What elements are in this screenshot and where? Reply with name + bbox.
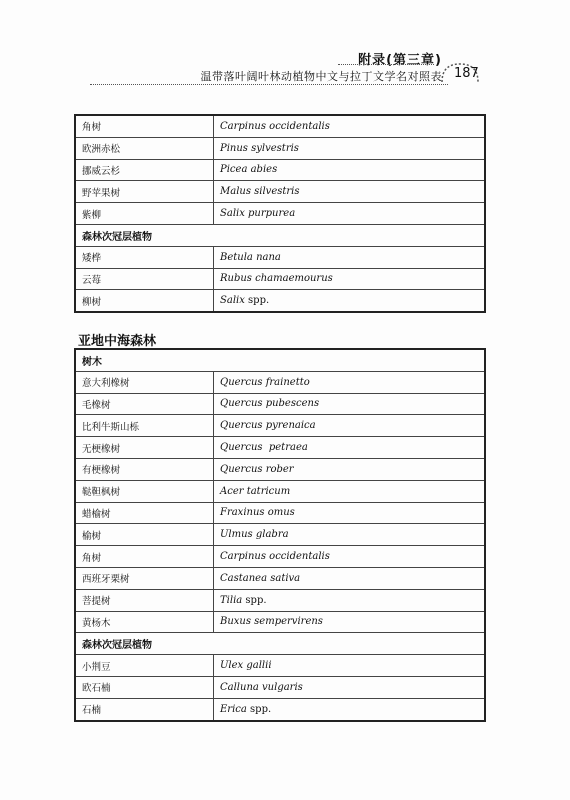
table-subsection-row bbox=[75, 633, 485, 655]
chinese-name: 比利牛斯山栎 bbox=[75, 415, 214, 437]
latin-name: Ulmus glabra bbox=[214, 524, 486, 546]
table-subsection-row bbox=[75, 349, 485, 371]
chinese-name: 无梗橡树 bbox=[75, 437, 214, 459]
table-row bbox=[75, 181, 485, 203]
table-row bbox=[75, 611, 485, 633]
latin-name: Pinus sylvestris bbox=[214, 137, 486, 159]
table-row bbox=[75, 567, 485, 589]
latin-name bbox=[214, 589, 486, 611]
chinese-name: 云莓 bbox=[75, 268, 214, 290]
table-row bbox=[75, 655, 485, 677]
table-row bbox=[75, 246, 485, 268]
latin-name: Picea abies bbox=[214, 159, 486, 181]
latin-name: Quercus petraea bbox=[214, 437, 486, 459]
latin-name bbox=[214, 290, 486, 312]
chinese-name: 角树 bbox=[75, 115, 214, 137]
latin-name: Carpinus occidentalis bbox=[214, 115, 486, 137]
section-title: 亚地中海森林 bbox=[78, 334, 157, 349]
chinese-name: 欧石楠 bbox=[75, 676, 214, 698]
subsection-heading: 树木 bbox=[75, 349, 485, 371]
chinese-name: 紫柳 bbox=[75, 203, 214, 225]
table-row bbox=[75, 698, 485, 720]
page-number: 187 bbox=[454, 66, 479, 81]
table-row bbox=[75, 589, 485, 611]
chinese-name: 有梗橡树 bbox=[75, 458, 214, 480]
genus: Erica bbox=[220, 703, 247, 715]
table-row bbox=[75, 676, 485, 698]
chinese-name: 意大利橡树 bbox=[75, 371, 214, 393]
subsection-heading: 森林次冠层植物 bbox=[75, 224, 485, 246]
latin-name: Salix purpurea bbox=[214, 203, 486, 225]
latin-name: Quercus frainetto bbox=[214, 371, 486, 393]
subsection-heading: 森林次冠层植物 bbox=[75, 633, 485, 655]
table-row bbox=[75, 437, 485, 459]
chinese-name: 黄杨木 bbox=[75, 611, 214, 633]
table-row bbox=[75, 137, 485, 159]
table-row bbox=[75, 458, 485, 480]
page-number-badge bbox=[438, 60, 484, 90]
table-row bbox=[75, 393, 485, 415]
table-row bbox=[75, 480, 485, 502]
latin-name: Quercus pubescens bbox=[214, 393, 486, 415]
genus: Tilia bbox=[220, 594, 243, 606]
genus: Salix bbox=[220, 295, 245, 307]
chinese-name: 毛橡树 bbox=[75, 393, 214, 415]
table-row bbox=[75, 159, 485, 181]
chinese-name: 石楠 bbox=[75, 698, 214, 720]
latin-name: Betula nana bbox=[214, 246, 486, 268]
latin-name: Acer tatricum bbox=[214, 480, 486, 502]
latin-name: Fraxinus omus bbox=[214, 502, 486, 524]
species-abbrev: spp. bbox=[250, 703, 272, 715]
species-abbrev: spp. bbox=[245, 594, 267, 606]
table-row bbox=[75, 524, 485, 546]
table-row bbox=[75, 502, 485, 524]
table-row bbox=[75, 115, 485, 137]
chapter-heading: 附录(第三章) bbox=[358, 53, 442, 68]
table-row bbox=[75, 546, 485, 568]
chinese-name: 野苹果树 bbox=[75, 181, 214, 203]
species-table-1 bbox=[74, 114, 486, 313]
header-dotted-rule bbox=[338, 64, 434, 65]
table-subsection-row bbox=[75, 224, 485, 246]
chinese-name: 挪威云杉 bbox=[75, 159, 214, 181]
latin-name bbox=[214, 698, 486, 720]
latin-name: Carpinus occidentalis bbox=[214, 546, 486, 568]
header-dotted-underline bbox=[90, 84, 448, 85]
latin-name: Castanea sativa bbox=[214, 567, 486, 589]
chinese-name: 菩提树 bbox=[75, 589, 214, 611]
chinese-name: 西班牙栗树 bbox=[75, 567, 214, 589]
latin-name: Calluna vulgaris bbox=[214, 676, 486, 698]
chinese-name: 柳树 bbox=[75, 290, 214, 312]
latin-name: Quercus rober bbox=[214, 458, 486, 480]
table-row bbox=[75, 203, 485, 225]
species-table-2 bbox=[74, 348, 486, 722]
chinese-name: 榆树 bbox=[75, 524, 214, 546]
running-title: 温带落叶阔叶林动植物中文与拉丁文学名对照表 bbox=[200, 70, 442, 83]
chinese-name: 蜡榆树 bbox=[75, 502, 214, 524]
chinese-name: 欧洲赤松 bbox=[75, 137, 214, 159]
chinese-name: 角树 bbox=[75, 546, 214, 568]
chinese-name: 矮桦 bbox=[75, 246, 214, 268]
table-row bbox=[75, 371, 485, 393]
latin-name: Ulex gallii bbox=[214, 655, 486, 677]
latin-name: Malus silvestris bbox=[214, 181, 486, 203]
latin-name: Rubus chamaemourus bbox=[214, 268, 486, 290]
table-row bbox=[75, 268, 485, 290]
species-abbrev: spp. bbox=[248, 295, 270, 307]
table-row bbox=[75, 290, 485, 312]
chinese-name: 小荆豆 bbox=[75, 655, 214, 677]
latin-name: Quercus pyrenaica bbox=[214, 415, 486, 437]
table-row bbox=[75, 415, 485, 437]
latin-name: Buxus sempervirens bbox=[214, 611, 486, 633]
chinese-name: 鞑靼枫树 bbox=[75, 480, 214, 502]
